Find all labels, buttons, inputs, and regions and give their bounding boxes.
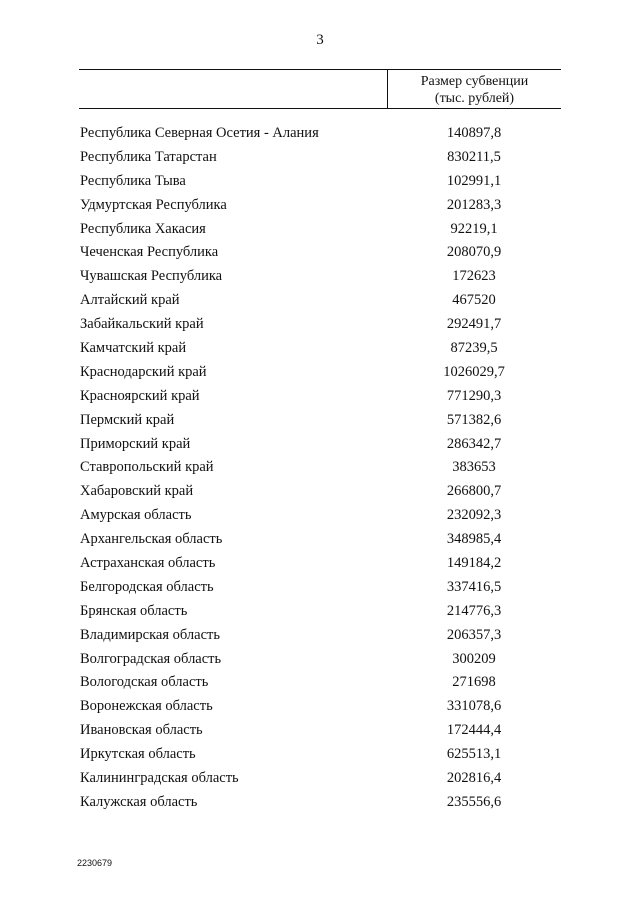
region-name: Красноярский край (80, 387, 200, 404)
region-name: Воронежская область (80, 698, 213, 715)
region-name: Алтайский край (80, 292, 180, 309)
table-row (80, 743, 560, 767)
table-row (80, 576, 560, 600)
region-name: Республика Северная Осетия - Алания (80, 125, 319, 141)
region-name: Республика Татарстан (80, 148, 217, 165)
table-row (80, 504, 560, 528)
region-name: Ивановская область (80, 722, 203, 739)
subvention-value: 202816,4 (446, 770, 502, 787)
subvention-value: 149184,2 (446, 555, 502, 572)
table-row (80, 719, 560, 743)
region-name: Пермский край (80, 411, 175, 428)
subvention-value: 771290,3 (446, 387, 502, 404)
region-name: Брянская область (80, 602, 188, 619)
region-name: Чеченская Республика (80, 244, 219, 261)
region-name: Забайкальский край (80, 316, 204, 333)
document-code: 2230679 (77, 858, 113, 868)
subvention-value: 271698 (452, 674, 496, 691)
table-row (80, 265, 560, 289)
subvention-value: 266800,7 (446, 483, 502, 500)
subvention-value: 235556,6 (446, 793, 502, 810)
subvention-value: 292491,7 (446, 316, 502, 333)
subvention-value: 208070,9 (446, 244, 502, 261)
subvention-value: 92219,1 (450, 220, 498, 237)
page-number: 3 (316, 32, 324, 48)
subvention-value: 140897,8 (446, 125, 502, 141)
subvention-value: 348985,4 (446, 531, 502, 548)
table-row (80, 671, 560, 695)
subvention-column-header (388, 73, 561, 107)
subvention-value: 172444,4 (446, 722, 502, 739)
table-header (79, 69, 561, 109)
region-name: Ставропольский край (80, 459, 214, 476)
region-name: Калужская область (80, 793, 198, 810)
table-row (80, 767, 560, 791)
subvention-value: 206357,3 (446, 626, 502, 643)
table-row (80, 337, 560, 361)
table-row (80, 528, 560, 552)
subvention-value: 286342,7 (446, 435, 502, 452)
table-row (80, 146, 560, 170)
table-row (80, 194, 560, 218)
table-row (80, 433, 560, 457)
region-name: Волгоградская область (80, 650, 222, 667)
subvention-value: 300209 (452, 650, 496, 667)
region-name: Иркутская область (80, 746, 196, 763)
region-name: Республика Тыва (80, 172, 186, 189)
table-body (80, 122, 560, 815)
table-row (80, 600, 560, 624)
table-row (80, 289, 560, 313)
subvention-value: 214776,3 (446, 602, 502, 619)
region-name: Чувашская Республика (80, 268, 223, 285)
table-row (80, 552, 560, 576)
table-row (80, 170, 560, 194)
subvention-value: 625513,1 (446, 746, 502, 763)
table-row (80, 624, 560, 648)
region-name: Белгородская область (80, 578, 214, 595)
table-row (80, 791, 560, 815)
region-name: Удмуртская Республика (80, 196, 227, 213)
table-row (80, 122, 560, 146)
header-line-1: Размер субвенции (420, 74, 529, 89)
subvention-value: 337416,5 (446, 578, 502, 595)
table-row (80, 648, 560, 672)
subvention-value: 232092,3 (446, 507, 502, 524)
region-name: Хабаровский край (80, 483, 194, 500)
region-name: Архангельская область (80, 531, 223, 548)
table-row (80, 361, 560, 385)
header-line-2: (тыс. рублей) (434, 91, 515, 106)
table-row (80, 313, 560, 337)
subvention-value: 1026029,7 (443, 363, 505, 380)
table-row (80, 241, 560, 265)
table-row (80, 409, 560, 433)
subvention-value: 172623 (452, 268, 496, 285)
region-name: Астраханская область (80, 555, 216, 572)
region-name: Амурская область (80, 507, 192, 524)
region-name: Приморский край (80, 435, 191, 452)
table-row (80, 385, 560, 409)
subvention-value: 87239,5 (450, 340, 498, 357)
subvention-value: 383653 (452, 459, 496, 476)
subvention-value: 331078,6 (446, 698, 502, 715)
subvention-value: 102991,1 (446, 172, 502, 189)
region-name: Калининградская область (80, 770, 239, 787)
region-name: Камчатский край (80, 340, 187, 357)
region-name: Краснодарский край (80, 363, 207, 380)
table-row (80, 456, 560, 480)
region-name: Владимирская область (80, 626, 220, 643)
region-name: Вологодская область (80, 674, 209, 691)
subvention-value: 571382,6 (446, 411, 502, 428)
table-row (80, 695, 560, 719)
subvention-value: 467520 (452, 292, 496, 309)
table-row (80, 218, 560, 242)
subvention-value: 201283,3 (446, 196, 502, 213)
subvention-value: 830211,5 (447, 148, 501, 165)
table-row (80, 480, 560, 504)
region-name: Республика Хакасия (80, 220, 206, 237)
